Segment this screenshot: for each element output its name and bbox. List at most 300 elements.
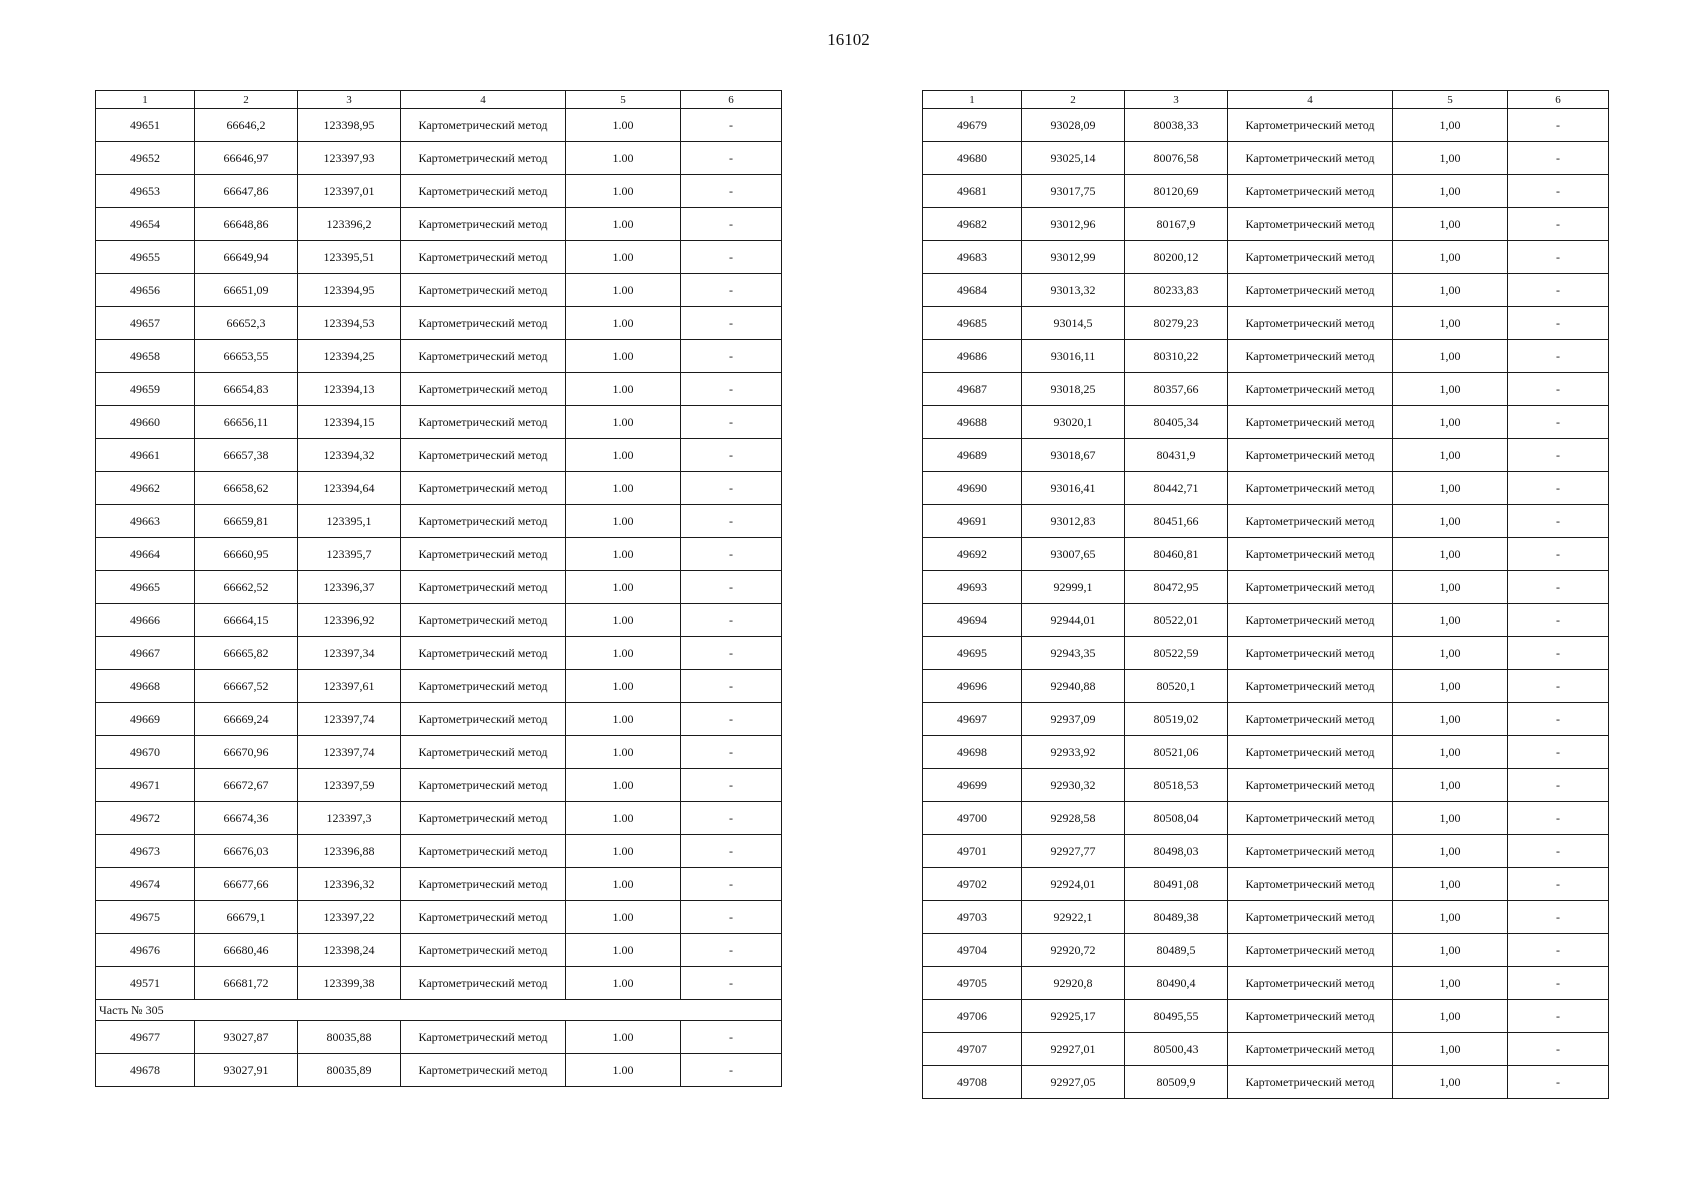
description-cell: - bbox=[681, 934, 782, 967]
accuracy-cell: 1,00 bbox=[1393, 1066, 1508, 1099]
point-number-cell: 49686 bbox=[923, 340, 1022, 373]
table-row bbox=[96, 505, 782, 538]
accuracy-cell: 1,00 bbox=[1393, 175, 1508, 208]
y-coordinate-cell: 123397,3 bbox=[298, 802, 401, 835]
method-cell: Картометрический метод bbox=[1228, 901, 1393, 934]
table-row bbox=[96, 538, 782, 571]
accuracy-cell: 1,00 bbox=[1393, 802, 1508, 835]
method-cell: Картометрический метод bbox=[401, 802, 566, 835]
y-coordinate-cell: 123396,92 bbox=[298, 604, 401, 637]
point-number-cell: 49704 bbox=[923, 934, 1022, 967]
accuracy-cell: 1.00 bbox=[566, 670, 681, 703]
table-row bbox=[923, 505, 1609, 538]
method-cell: Картометрический метод bbox=[401, 373, 566, 406]
method-cell: Картометрический метод bbox=[1228, 1033, 1393, 1066]
x-coordinate-cell: 66653,55 bbox=[195, 340, 298, 373]
table-row bbox=[923, 208, 1609, 241]
point-number-cell: 49685 bbox=[923, 307, 1022, 340]
description-cell: - bbox=[681, 307, 782, 340]
method-cell: Картометрический метод bbox=[1228, 439, 1393, 472]
y-coordinate-cell: 80500,43 bbox=[1125, 1033, 1228, 1066]
column-header: 6 bbox=[681, 91, 782, 109]
description-cell: - bbox=[681, 340, 782, 373]
y-coordinate-cell: 123395,1 bbox=[298, 505, 401, 538]
point-number-cell: 49657 bbox=[96, 307, 195, 340]
y-coordinate-cell: 80200,12 bbox=[1125, 241, 1228, 274]
description-cell: - bbox=[681, 1054, 782, 1087]
method-cell: Картометрический метод bbox=[1228, 208, 1393, 241]
x-coordinate-cell: 66648,86 bbox=[195, 208, 298, 241]
x-coordinate-cell: 93012,96 bbox=[1022, 208, 1125, 241]
method-cell: Картометрический метод bbox=[401, 769, 566, 802]
table-row bbox=[923, 373, 1609, 406]
table-row bbox=[96, 208, 782, 241]
description-cell: - bbox=[681, 109, 782, 142]
method-cell: Картометрический метод bbox=[401, 175, 566, 208]
accuracy-cell: 1.00 bbox=[566, 637, 681, 670]
method-cell: Картометрический метод bbox=[1228, 340, 1393, 373]
description-cell: - bbox=[1508, 835, 1609, 868]
point-number-cell: 49691 bbox=[923, 505, 1022, 538]
y-coordinate-cell: 80038,33 bbox=[1125, 109, 1228, 142]
y-coordinate-cell: 123397,22 bbox=[298, 901, 401, 934]
y-coordinate-cell: 123398,95 bbox=[298, 109, 401, 142]
table-row bbox=[923, 307, 1609, 340]
x-coordinate-cell: 93027,91 bbox=[195, 1054, 298, 1087]
description-cell: - bbox=[681, 538, 782, 571]
table-row bbox=[96, 934, 782, 967]
method-cell: Картометрический метод bbox=[1228, 868, 1393, 901]
table-row bbox=[96, 835, 782, 868]
accuracy-cell: 1.00 bbox=[566, 1021, 681, 1054]
point-number-cell: 49683 bbox=[923, 241, 1022, 274]
table-row bbox=[96, 274, 782, 307]
table-row bbox=[96, 967, 782, 1000]
point-number-cell: 49706 bbox=[923, 1000, 1022, 1033]
point-number-cell: 49656 bbox=[96, 274, 195, 307]
point-number-cell: 49674 bbox=[96, 868, 195, 901]
accuracy-cell: 1.00 bbox=[566, 538, 681, 571]
table-row bbox=[96, 901, 782, 934]
point-number-cell: 49693 bbox=[923, 571, 1022, 604]
point-number-cell: 49660 bbox=[96, 406, 195, 439]
y-coordinate-cell: 123398,24 bbox=[298, 934, 401, 967]
y-coordinate-cell: 80442,71 bbox=[1125, 472, 1228, 505]
description-cell: - bbox=[1508, 934, 1609, 967]
column-header: 5 bbox=[566, 91, 681, 109]
y-coordinate-cell: 80035,89 bbox=[298, 1054, 401, 1087]
method-cell: Картометрический метод bbox=[1228, 934, 1393, 967]
description-cell: - bbox=[1508, 538, 1609, 571]
table-row bbox=[923, 835, 1609, 868]
accuracy-cell: 1,00 bbox=[1393, 868, 1508, 901]
table-row bbox=[923, 439, 1609, 472]
x-coordinate-cell: 93007,65 bbox=[1022, 538, 1125, 571]
y-coordinate-cell: 80509,9 bbox=[1125, 1066, 1228, 1099]
table-row bbox=[923, 406, 1609, 439]
accuracy-cell: 1,00 bbox=[1393, 439, 1508, 472]
description-cell: - bbox=[681, 472, 782, 505]
description-cell: - bbox=[1508, 703, 1609, 736]
x-coordinate-cell: 66676,03 bbox=[195, 835, 298, 868]
method-cell: Картометрический метод bbox=[1228, 406, 1393, 439]
y-coordinate-cell: 80520,1 bbox=[1125, 670, 1228, 703]
description-cell: - bbox=[681, 604, 782, 637]
y-coordinate-cell: 123394,64 bbox=[298, 472, 401, 505]
description-cell: - bbox=[1508, 868, 1609, 901]
method-cell: Картометрический метод bbox=[1228, 142, 1393, 175]
table-row bbox=[96, 439, 782, 472]
method-cell: Картометрический метод bbox=[1228, 373, 1393, 406]
description-cell: - bbox=[1508, 1000, 1609, 1033]
description-cell: - bbox=[1508, 901, 1609, 934]
description-cell: - bbox=[1508, 670, 1609, 703]
column-header: 2 bbox=[1022, 91, 1125, 109]
y-coordinate-cell: 123395,51 bbox=[298, 241, 401, 274]
y-coordinate-cell: 123399,38 bbox=[298, 967, 401, 1000]
accuracy-cell: 1,00 bbox=[1393, 934, 1508, 967]
x-coordinate-cell: 93016,11 bbox=[1022, 340, 1125, 373]
description-cell: - bbox=[681, 1021, 782, 1054]
x-coordinate-cell: 66677,66 bbox=[195, 868, 298, 901]
x-coordinate-cell: 92933,92 bbox=[1022, 736, 1125, 769]
point-number-cell: 49653 bbox=[96, 175, 195, 208]
accuracy-cell: 1.00 bbox=[566, 472, 681, 505]
x-coordinate-cell: 93014,5 bbox=[1022, 307, 1125, 340]
y-coordinate-cell: 80489,5 bbox=[1125, 934, 1228, 967]
point-number-cell: 49654 bbox=[96, 208, 195, 241]
accuracy-cell: 1,00 bbox=[1393, 1000, 1508, 1033]
accuracy-cell: 1.00 bbox=[566, 802, 681, 835]
point-number-cell: 49672 bbox=[96, 802, 195, 835]
x-coordinate-cell: 92924,01 bbox=[1022, 868, 1125, 901]
method-cell: Картометрический метод bbox=[401, 868, 566, 901]
accuracy-cell: 1.00 bbox=[566, 604, 681, 637]
method-cell: Картометрический метод bbox=[1228, 736, 1393, 769]
x-coordinate-cell: 92940,88 bbox=[1022, 670, 1125, 703]
y-coordinate-cell: 123397,61 bbox=[298, 670, 401, 703]
table-row bbox=[923, 1000, 1609, 1033]
table-row bbox=[923, 340, 1609, 373]
accuracy-cell: 1.00 bbox=[566, 835, 681, 868]
description-cell: - bbox=[681, 868, 782, 901]
table-row bbox=[923, 175, 1609, 208]
x-coordinate-cell: 66657,38 bbox=[195, 439, 298, 472]
description-cell: - bbox=[1508, 967, 1609, 1000]
point-number-cell: 49664 bbox=[96, 538, 195, 571]
point-number-cell: 49659 bbox=[96, 373, 195, 406]
method-cell: Картометрический метод bbox=[401, 571, 566, 604]
accuracy-cell: 1.00 bbox=[566, 934, 681, 967]
table-row bbox=[923, 604, 1609, 637]
point-number-cell: 49692 bbox=[923, 538, 1022, 571]
section-label: Часть № 305 bbox=[96, 1000, 782, 1021]
point-number-cell: 49689 bbox=[923, 439, 1022, 472]
y-coordinate-cell: 123396,37 bbox=[298, 571, 401, 604]
method-cell: Картометрический метод bbox=[401, 241, 566, 274]
x-coordinate-cell: 92944,01 bbox=[1022, 604, 1125, 637]
x-coordinate-cell: 66660,95 bbox=[195, 538, 298, 571]
accuracy-cell: 1.00 bbox=[566, 901, 681, 934]
coordinates-table-left bbox=[95, 90, 782, 1087]
accuracy-cell: 1.00 bbox=[566, 373, 681, 406]
table-row bbox=[96, 637, 782, 670]
method-cell: Картометрический метод bbox=[401, 538, 566, 571]
method-cell: Картометрический метод bbox=[1228, 670, 1393, 703]
point-number-cell: 49684 bbox=[923, 274, 1022, 307]
point-number-cell: 49676 bbox=[96, 934, 195, 967]
description-cell: - bbox=[1508, 208, 1609, 241]
point-number-cell: 49670 bbox=[96, 736, 195, 769]
x-coordinate-cell: 66665,82 bbox=[195, 637, 298, 670]
table-row bbox=[96, 307, 782, 340]
table-row bbox=[96, 142, 782, 175]
table-row bbox=[923, 571, 1609, 604]
coordinates-table-right bbox=[922, 90, 1609, 1099]
description-cell: - bbox=[1508, 769, 1609, 802]
method-cell: Картометрический метод bbox=[1228, 538, 1393, 571]
accuracy-cell: 1,00 bbox=[1393, 769, 1508, 802]
table-row bbox=[96, 340, 782, 373]
accuracy-cell: 1,00 bbox=[1393, 340, 1508, 373]
y-coordinate-cell: 123397,34 bbox=[298, 637, 401, 670]
page-number: 16102 bbox=[827, 30, 870, 49]
description-cell: - bbox=[1508, 241, 1609, 274]
accuracy-cell: 1,00 bbox=[1393, 538, 1508, 571]
y-coordinate-cell: 80522,59 bbox=[1125, 637, 1228, 670]
method-cell: Картометрический метод bbox=[401, 1054, 566, 1087]
method-cell: Картометрический метод bbox=[1228, 835, 1393, 868]
description-cell: - bbox=[681, 571, 782, 604]
description-cell: - bbox=[1508, 604, 1609, 637]
x-coordinate-cell: 92925,17 bbox=[1022, 1000, 1125, 1033]
point-number-cell: 49690 bbox=[923, 472, 1022, 505]
description-cell: - bbox=[681, 406, 782, 439]
description-cell: - bbox=[1508, 175, 1609, 208]
description-cell: - bbox=[1508, 406, 1609, 439]
table-row bbox=[96, 769, 782, 802]
x-coordinate-cell: 92999,1 bbox=[1022, 571, 1125, 604]
y-coordinate-cell: 80405,34 bbox=[1125, 406, 1228, 439]
accuracy-cell: 1.00 bbox=[566, 175, 681, 208]
point-number-cell: 49702 bbox=[923, 868, 1022, 901]
description-cell: - bbox=[1508, 505, 1609, 538]
description-cell: - bbox=[681, 439, 782, 472]
description-cell: - bbox=[681, 208, 782, 241]
method-cell: Картометрический метод bbox=[401, 835, 566, 868]
accuracy-cell: 1.00 bbox=[566, 406, 681, 439]
x-coordinate-cell: 66649,94 bbox=[195, 241, 298, 274]
method-cell: Картометрический метод bbox=[1228, 1000, 1393, 1033]
accuracy-cell: 1.00 bbox=[566, 703, 681, 736]
point-number-cell: 49671 bbox=[96, 769, 195, 802]
point-number-cell: 49701 bbox=[923, 835, 1022, 868]
accuracy-cell: 1,00 bbox=[1393, 670, 1508, 703]
table-row bbox=[923, 967, 1609, 1000]
method-cell: Картометрический метод bbox=[1228, 307, 1393, 340]
description-cell: - bbox=[681, 802, 782, 835]
y-coordinate-cell: 80035,88 bbox=[298, 1021, 401, 1054]
method-cell: Картометрический метод bbox=[1228, 175, 1393, 208]
point-number-cell: 49707 bbox=[923, 1033, 1022, 1066]
y-coordinate-cell: 80076,58 bbox=[1125, 142, 1228, 175]
accuracy-cell: 1,00 bbox=[1393, 109, 1508, 142]
accuracy-cell: 1,00 bbox=[1393, 736, 1508, 769]
method-cell: Картометрический метод bbox=[1228, 505, 1393, 538]
y-coordinate-cell: 80490,4 bbox=[1125, 967, 1228, 1000]
x-coordinate-cell: 93018,67 bbox=[1022, 439, 1125, 472]
description-cell: - bbox=[681, 241, 782, 274]
x-coordinate-cell: 92930,32 bbox=[1022, 769, 1125, 802]
table-row bbox=[923, 802, 1609, 835]
point-number-cell: 49675 bbox=[96, 901, 195, 934]
table-row bbox=[96, 241, 782, 274]
table-row bbox=[923, 901, 1609, 934]
x-coordinate-cell: 66647,86 bbox=[195, 175, 298, 208]
y-coordinate-cell: 80310,22 bbox=[1125, 340, 1228, 373]
point-number-cell: 49655 bbox=[96, 241, 195, 274]
description-cell: - bbox=[681, 637, 782, 670]
table-row bbox=[923, 142, 1609, 175]
x-coordinate-cell: 66646,2 bbox=[195, 109, 298, 142]
column-header: 4 bbox=[401, 91, 566, 109]
x-coordinate-cell: 92927,05 bbox=[1022, 1066, 1125, 1099]
x-coordinate-cell: 66651,09 bbox=[195, 274, 298, 307]
table-row bbox=[923, 472, 1609, 505]
x-coordinate-cell: 92927,77 bbox=[1022, 835, 1125, 868]
y-coordinate-cell: 123397,74 bbox=[298, 703, 401, 736]
y-coordinate-cell: 80460,81 bbox=[1125, 538, 1228, 571]
description-cell: - bbox=[1508, 274, 1609, 307]
table-header-row bbox=[923, 91, 1609, 109]
accuracy-cell: 1.00 bbox=[566, 571, 681, 604]
method-cell: Картометрический метод bbox=[401, 637, 566, 670]
accuracy-cell: 1.00 bbox=[566, 307, 681, 340]
column-header: 2 bbox=[195, 91, 298, 109]
accuracy-cell: 1.00 bbox=[566, 967, 681, 1000]
accuracy-cell: 1,00 bbox=[1393, 241, 1508, 274]
y-coordinate-cell: 80508,04 bbox=[1125, 802, 1228, 835]
method-cell: Картометрический метод bbox=[401, 340, 566, 373]
accuracy-cell: 1.00 bbox=[566, 340, 681, 373]
x-coordinate-cell: 93012,83 bbox=[1022, 505, 1125, 538]
table-row bbox=[923, 769, 1609, 802]
column-header: 3 bbox=[1125, 91, 1228, 109]
point-number-cell: 49700 bbox=[923, 802, 1022, 835]
column-header: 3 bbox=[298, 91, 401, 109]
y-coordinate-cell: 123394,32 bbox=[298, 439, 401, 472]
column-header: 1 bbox=[923, 91, 1022, 109]
description-cell: - bbox=[681, 967, 782, 1000]
section-row bbox=[96, 1000, 782, 1021]
description-cell: - bbox=[681, 736, 782, 769]
point-number-cell: 49705 bbox=[923, 967, 1022, 1000]
method-cell: Картометрический метод bbox=[401, 274, 566, 307]
y-coordinate-cell: 80451,66 bbox=[1125, 505, 1228, 538]
method-cell: Картометрический метод bbox=[401, 901, 566, 934]
point-number-cell: 49651 bbox=[96, 109, 195, 142]
x-coordinate-cell: 92928,58 bbox=[1022, 802, 1125, 835]
x-coordinate-cell: 66652,3 bbox=[195, 307, 298, 340]
accuracy-cell: 1.00 bbox=[566, 769, 681, 802]
x-coordinate-cell: 66674,36 bbox=[195, 802, 298, 835]
point-number-cell: 49699 bbox=[923, 769, 1022, 802]
x-coordinate-cell: 66680,46 bbox=[195, 934, 298, 967]
accuracy-cell: 1,00 bbox=[1393, 835, 1508, 868]
point-number-cell: 49665 bbox=[96, 571, 195, 604]
y-coordinate-cell: 80279,23 bbox=[1125, 307, 1228, 340]
x-coordinate-cell: 66654,83 bbox=[195, 373, 298, 406]
x-coordinate-cell: 93018,25 bbox=[1022, 373, 1125, 406]
method-cell: Картометрический метод bbox=[1228, 274, 1393, 307]
x-coordinate-cell: 92920,8 bbox=[1022, 967, 1125, 1000]
accuracy-cell: 1.00 bbox=[566, 142, 681, 175]
description-cell: - bbox=[1508, 340, 1609, 373]
point-number-cell: 49673 bbox=[96, 835, 195, 868]
method-cell: Картометрический метод bbox=[401, 736, 566, 769]
table-row bbox=[923, 274, 1609, 307]
x-coordinate-cell: 93020,1 bbox=[1022, 406, 1125, 439]
point-number-cell: 49667 bbox=[96, 637, 195, 670]
method-cell: Картометрический метод bbox=[1228, 241, 1393, 274]
description-cell: - bbox=[1508, 1066, 1609, 1099]
description-cell: - bbox=[681, 274, 782, 307]
description-cell: - bbox=[681, 373, 782, 406]
y-coordinate-cell: 123396,32 bbox=[298, 868, 401, 901]
method-cell: Картометрический метод bbox=[401, 1021, 566, 1054]
description-cell: - bbox=[1508, 637, 1609, 670]
y-coordinate-cell: 123394,95 bbox=[298, 274, 401, 307]
point-number-cell: 49688 bbox=[923, 406, 1022, 439]
description-cell: - bbox=[1508, 142, 1609, 175]
x-coordinate-cell: 66656,11 bbox=[195, 406, 298, 439]
table-row bbox=[923, 538, 1609, 571]
x-coordinate-cell: 92922,1 bbox=[1022, 901, 1125, 934]
method-cell: Картометрический метод bbox=[1228, 637, 1393, 670]
accuracy-cell: 1.00 bbox=[566, 868, 681, 901]
y-coordinate-cell: 80519,02 bbox=[1125, 703, 1228, 736]
y-coordinate-cell: 80357,66 bbox=[1125, 373, 1228, 406]
table-row bbox=[96, 1021, 782, 1054]
y-coordinate-cell: 80498,03 bbox=[1125, 835, 1228, 868]
accuracy-cell: 1.00 bbox=[566, 109, 681, 142]
description-cell: - bbox=[1508, 1033, 1609, 1066]
x-coordinate-cell: 92927,01 bbox=[1022, 1033, 1125, 1066]
description-cell: - bbox=[681, 670, 782, 703]
x-coordinate-cell: 66659,81 bbox=[195, 505, 298, 538]
accuracy-cell: 1,00 bbox=[1393, 901, 1508, 934]
y-coordinate-cell: 80491,08 bbox=[1125, 868, 1228, 901]
x-coordinate-cell: 93017,75 bbox=[1022, 175, 1125, 208]
accuracy-cell: 1,00 bbox=[1393, 142, 1508, 175]
accuracy-cell: 1.00 bbox=[566, 274, 681, 307]
y-coordinate-cell: 123394,25 bbox=[298, 340, 401, 373]
x-coordinate-cell: 93013,32 bbox=[1022, 274, 1125, 307]
column-header: 5 bbox=[1393, 91, 1508, 109]
y-coordinate-cell: 123394,13 bbox=[298, 373, 401, 406]
description-cell: - bbox=[1508, 802, 1609, 835]
method-cell: Картометрический метод bbox=[401, 670, 566, 703]
accuracy-cell: 1,00 bbox=[1393, 637, 1508, 670]
accuracy-cell: 1,00 bbox=[1393, 571, 1508, 604]
description-cell: - bbox=[681, 505, 782, 538]
table-row bbox=[923, 637, 1609, 670]
point-number-cell: 49694 bbox=[923, 604, 1022, 637]
description-cell: - bbox=[1508, 439, 1609, 472]
table-row bbox=[96, 109, 782, 142]
description-cell: - bbox=[1508, 373, 1609, 406]
point-number-cell: 49681 bbox=[923, 175, 1022, 208]
